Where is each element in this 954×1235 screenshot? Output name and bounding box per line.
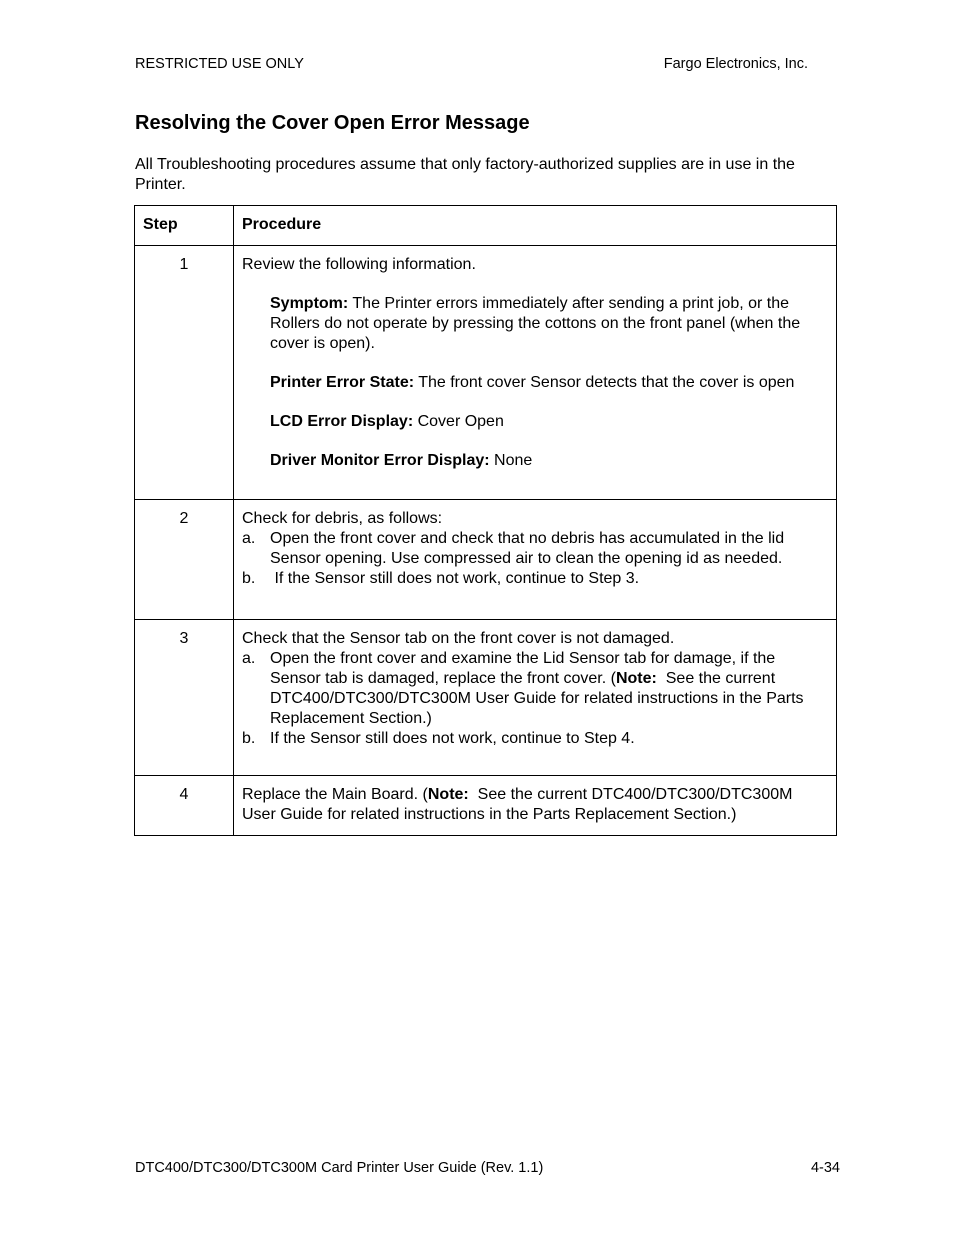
symptom-text: The Printer errors immediately after sending a print job, or the Rollers do not operate by pressing the cottons on the front panel (when the cover is open). (270, 295, 801, 352)
procedure-cell (234, 776, 837, 836)
list-marker: a. (242, 650, 256, 667)
symptom-info (270, 294, 828, 354)
error-state-label: Printer Error State: (270, 374, 415, 391)
note-label: Note: (427, 786, 469, 803)
list-text: If the Sensor still does not work, continue to Step 4. (270, 730, 635, 747)
step-number: 3 (135, 620, 234, 776)
step-number: 4 (135, 776, 234, 836)
driver-monitor-label: Driver Monitor Error Display: (270, 452, 490, 469)
column-header-procedure: Procedure (234, 206, 837, 246)
step-lead: Review the following information. (242, 256, 476, 273)
lcd-display-text: Cover Open (413, 413, 504, 430)
table-row (135, 620, 837, 776)
procedure-table (134, 205, 837, 836)
step-text-pre: Replace the Main Board. ( (242, 786, 428, 803)
page-number: 4-34 (810, 1160, 840, 1176)
table-row (135, 500, 837, 620)
driver-monitor-info (270, 451, 828, 471)
driver-monitor-text: None (489, 452, 533, 469)
list-marker: b. (242, 570, 256, 587)
step-lead: Check for debris, as follows: (242, 510, 443, 527)
note-label: Note: (615, 670, 657, 687)
list-text: If the Sensor still does not work, continue to Step 3. (270, 570, 640, 587)
step-text (242, 785, 828, 825)
table-header-row (135, 206, 837, 246)
list-text-pre: Open the front cover and examine the Lid Sensor tab for damage, if the Sensor tab is damaged, replace the front cover. ( (270, 650, 776, 687)
procedure-cell (234, 246, 837, 500)
error-state-text: The front cover Sensor detects that the cover is open (414, 374, 795, 391)
header-company: Fargo Electronics, Inc. (663, 56, 808, 72)
header-restricted: RESTRICTED USE ONLY (135, 56, 304, 72)
list-item (242, 729, 828, 749)
step-lead: Check that the Sensor tab on the front cover is not damaged. (242, 630, 675, 647)
column-header-step: Step (135, 206, 234, 246)
procedure-cell (234, 500, 837, 620)
step-number: 2 (135, 500, 234, 620)
table-row (135, 776, 837, 836)
list-item (242, 529, 828, 569)
list-marker: b. (242, 730, 256, 747)
error-state-info (270, 373, 828, 393)
step-number: 1 (135, 246, 234, 500)
symptom-label: Symptom: (270, 295, 349, 312)
footer-guide-title: DTC400/DTC300/DTC300M Card Printer User Guide (Rev. 1.1) (135, 1160, 544, 1176)
procedure-cell (234, 620, 837, 776)
step-text-post: See the current DTC400/DTC300/DTC300M User Guide for related instructions in the Parts Replacement Section.) (242, 786, 797, 823)
lcd-display-label: LCD Error Display: (270, 413, 414, 430)
page-title: Resolving the Cover Open Error Message (135, 112, 530, 134)
lcd-display-info (270, 412, 828, 432)
list-text: Open the front cover and check that no debris has accumulated in the lid Sensor opening. Use compressed air to clean the opening id as needed. (270, 530, 785, 567)
intro-paragraph: All Troubleshooting procedures assume that only factory-authorized supplies are in use in the Printer. (135, 156, 795, 193)
list-item (242, 649, 828, 729)
list-text-post: See the current DTC400/DTC300/DTC300M User Guide for related instructions in the Parts Replacement Section.) (270, 670, 808, 727)
list-item (242, 569, 828, 589)
table-row (135, 246, 837, 500)
list-marker: a. (242, 530, 256, 547)
list-text (270, 649, 828, 729)
